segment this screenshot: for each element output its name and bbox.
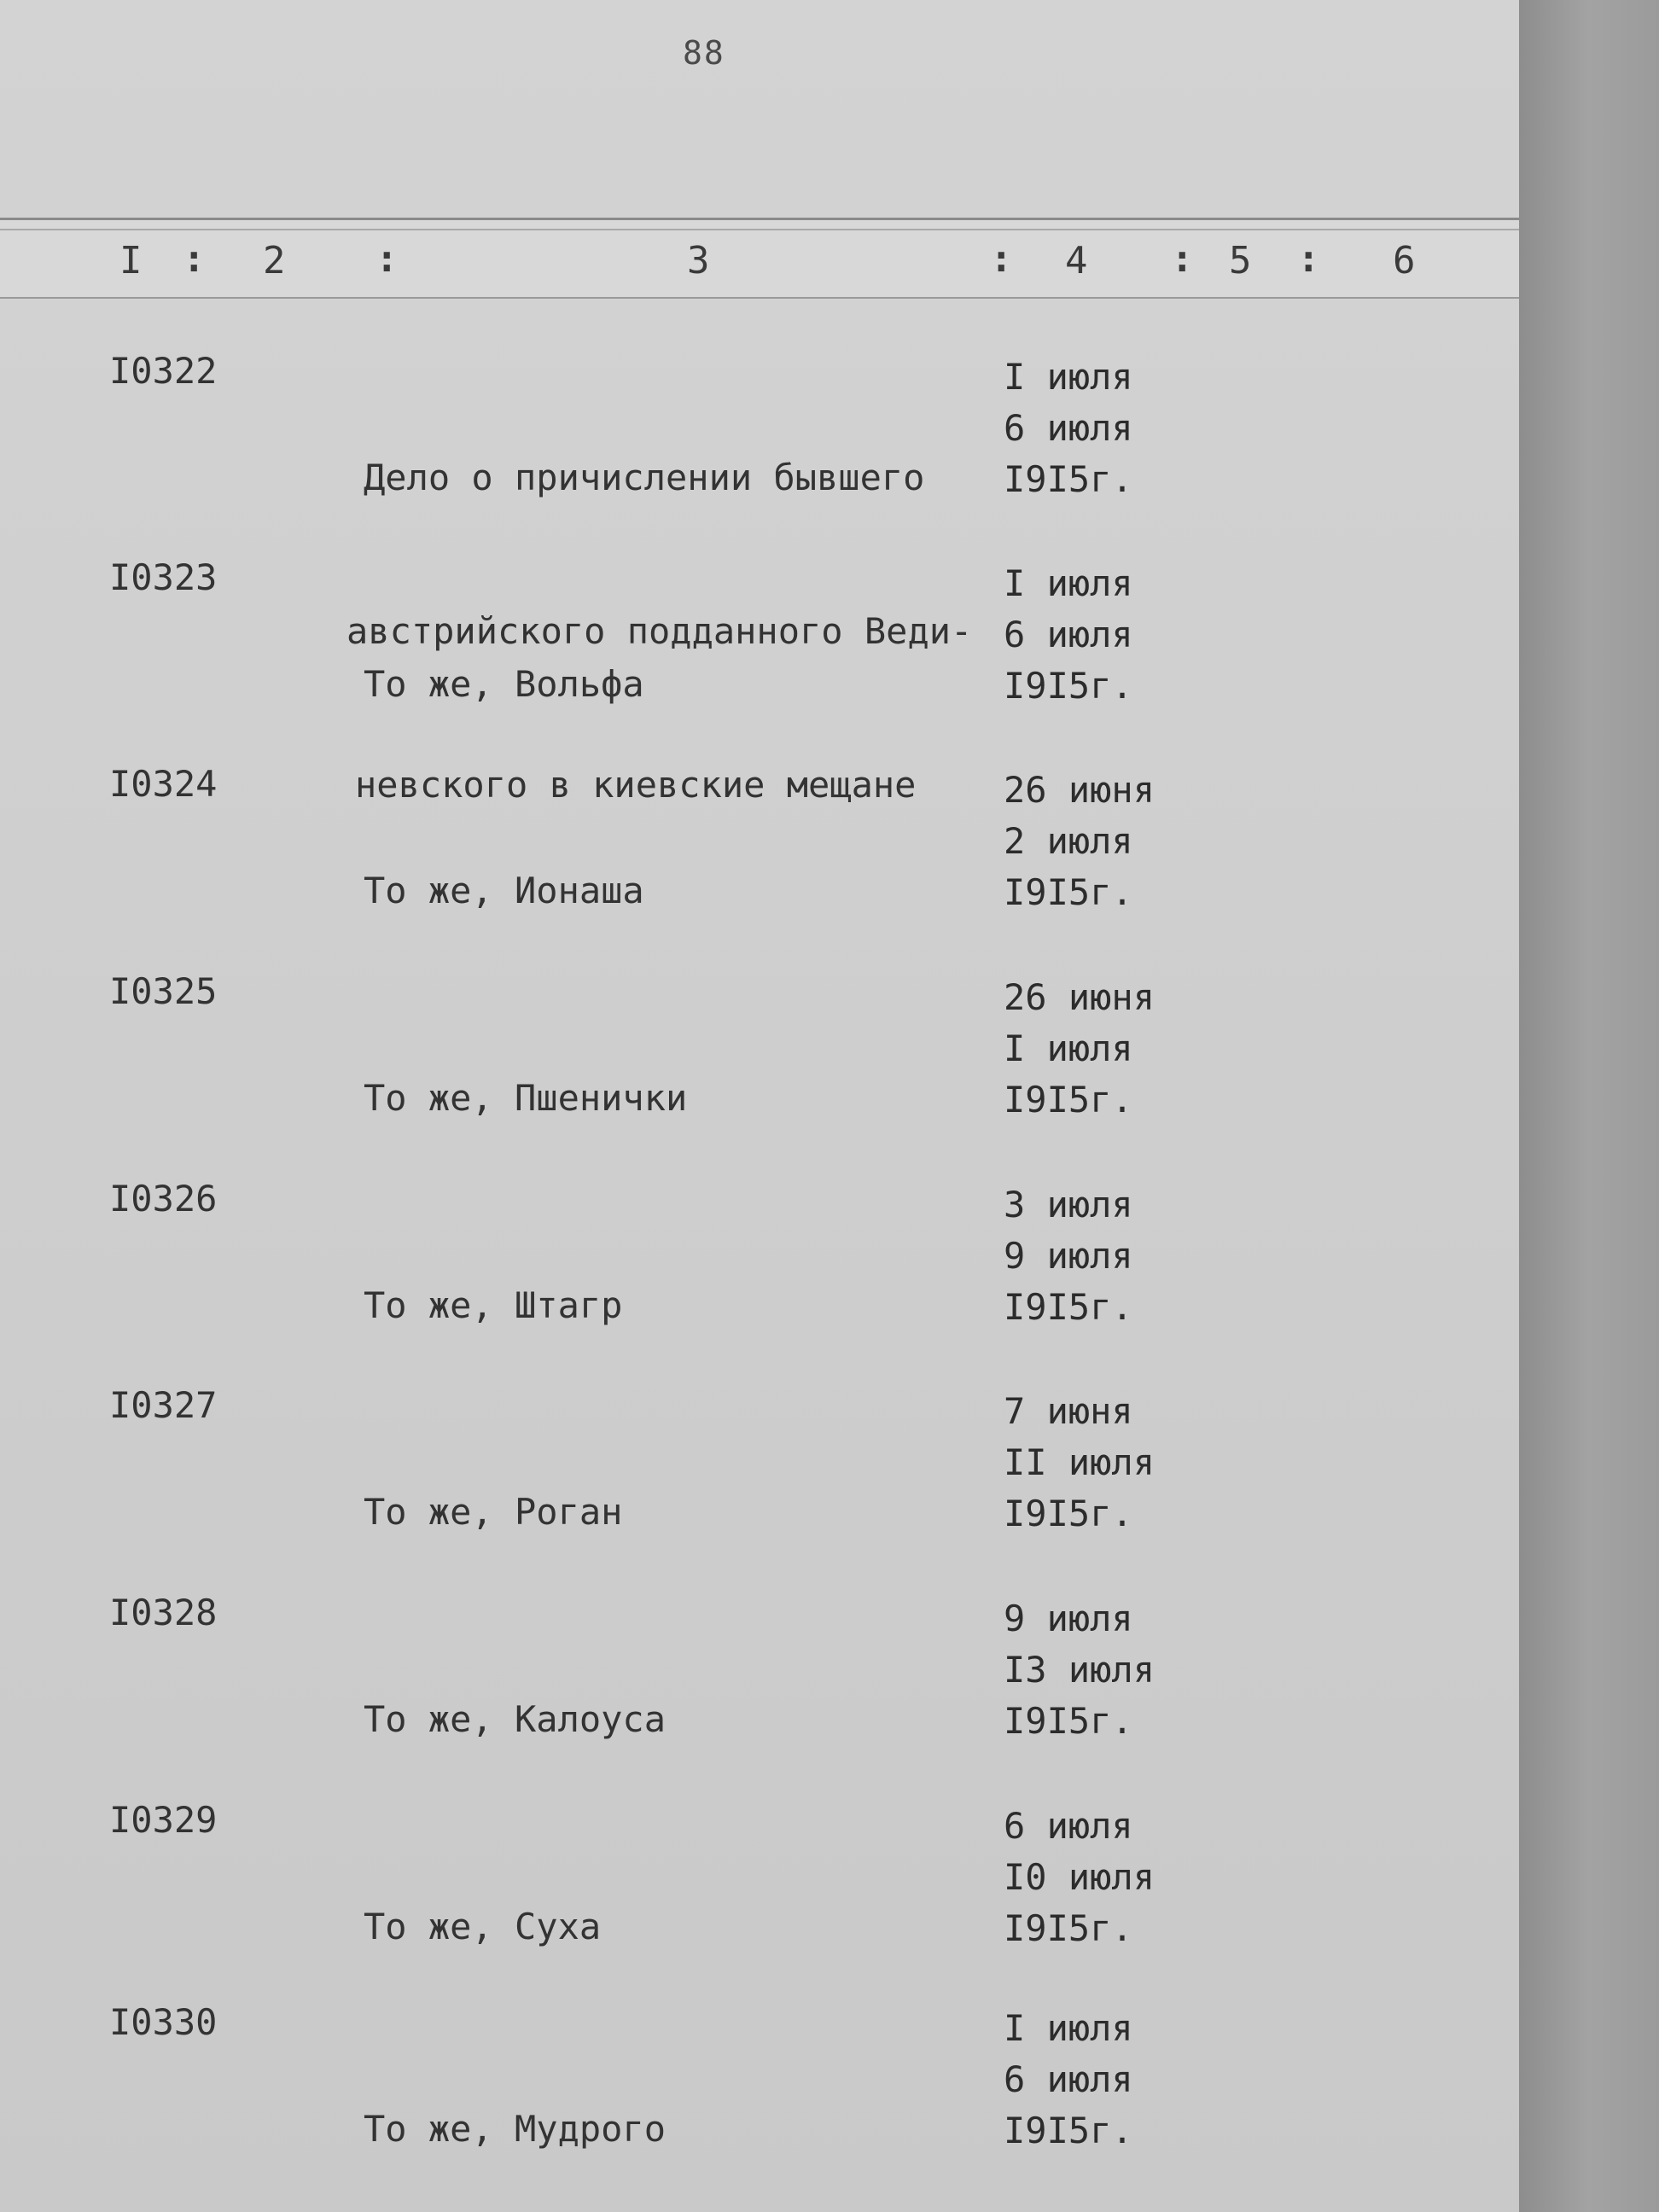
column-5-label: 5	[1229, 239, 1252, 282]
record-dates	[1004, 1801, 1155, 1954]
record-title-line: То же, Вольфа	[364, 663, 644, 705]
record-title-line: невского в киевские мещане	[355, 764, 917, 806]
column-separator: :	[375, 237, 399, 281]
record-date-end: I3 июля	[1004, 1649, 1155, 1691]
record-title-line: То же, Роган	[364, 1491, 623, 1533]
column-2-label: 2	[263, 239, 286, 282]
record-number: I0327	[109, 1384, 218, 1426]
record-year: I9I5г.	[1004, 458, 1133, 500]
record-year: I9I5г.	[1004, 1286, 1133, 1328]
page-number: 88	[683, 34, 725, 72]
record-year: I9I5г.	[1004, 1079, 1133, 1121]
record-number: I0326	[109, 1178, 218, 1220]
column-header-band	[0, 218, 1519, 299]
record-date-end: 2 июля	[1004, 820, 1133, 862]
record-row	[0, 1592, 1519, 1779]
record-date-start: I июля	[1004, 562, 1133, 604]
header-rule	[0, 229, 1519, 230]
column-separator: :	[1297, 237, 1320, 281]
record-title-line: То же, Ионаша	[364, 870, 644, 911]
record-row	[0, 763, 1519, 951]
record-number: I0323	[109, 556, 218, 598]
record-year: I9I5г.	[1004, 665, 1133, 707]
record-row	[0, 970, 1519, 1158]
column-separator: :	[990, 237, 1013, 281]
column-3-label: 3	[687, 239, 710, 282]
record-title-line: То же, Калоуса	[364, 1698, 667, 1740]
column-6-label: 6	[1393, 239, 1416, 282]
record-number: I0322	[109, 350, 218, 392]
record-date-start: I июля	[1004, 356, 1133, 398]
record-year: I9I5г.	[1004, 1700, 1133, 1742]
record-dates	[1004, 765, 1155, 918]
record-date-end: 6 июля	[1004, 614, 1133, 655]
record-number: I0329	[109, 1799, 218, 1841]
record-title-line: То же, Суха	[364, 1906, 602, 1947]
record-title	[364, 2001, 666, 2212]
record-date-end: I0 июля	[1004, 1856, 1155, 1898]
record-year: I9I5г.	[1004, 1493, 1133, 1534]
record-date-end: 9 июля	[1004, 1235, 1133, 1277]
record-title-line: То же, Пшенички	[364, 1077, 688, 1119]
record-dates	[1004, 2003, 1133, 2157]
record-year: I9I5г.	[1004, 871, 1133, 913]
record-date-start: 26 июня	[1004, 769, 1155, 811]
record-row	[0, 556, 1519, 744]
record-date-end: II июля	[1004, 1441, 1155, 1483]
record-date-start: 9 июля	[1004, 1598, 1133, 1639]
record-number: I0328	[109, 1592, 218, 1633]
record-date-end: 6 июля	[1004, 407, 1133, 449]
record-row	[0, 2001, 1519, 2189]
column-separator: :	[183, 237, 206, 281]
record-number: I0325	[109, 970, 218, 1012]
record-title-line: Дело о причислении бывшего	[364, 457, 925, 498]
record-row	[0, 1178, 1519, 1365]
record-row	[0, 1384, 1519, 1572]
record-title-line: То же, Штагр	[364, 1284, 623, 1326]
column-separator: :	[1171, 237, 1194, 281]
record-date-end: 6 июля	[1004, 2058, 1133, 2100]
record-date-start: 6 июля	[1004, 1805, 1133, 1847]
record-dates	[1004, 1593, 1155, 1747]
record-year: I9I5г.	[1004, 1907, 1133, 1949]
record-title-line: То же, Мудрого	[364, 2108, 667, 2150]
record-date-start: I июля	[1004, 2007, 1133, 2049]
record-dates	[1004, 972, 1155, 1126]
record-number: I0324	[109, 763, 218, 805]
column-1-label: I	[119, 239, 143, 282]
record-date-start: 3 июля	[1004, 1184, 1133, 1225]
record-dates	[1004, 352, 1133, 505]
record-row	[0, 1799, 1519, 1987]
page-edge-shadow	[1519, 0, 1659, 2212]
record-dates	[1004, 1386, 1155, 1540]
column-4-label: 4	[1065, 239, 1088, 282]
record-year: I9I5г.	[1004, 2110, 1133, 2151]
record-date-end: I июля	[1004, 1027, 1133, 1069]
record-dates	[1004, 558, 1133, 712]
record-date-start: 7 июня	[1004, 1390, 1133, 1432]
record-dates	[1004, 1179, 1133, 1333]
record-number: I0330	[109, 2001, 218, 2043]
record-date-start: 26 июня	[1004, 976, 1155, 1018]
record-title-line: австрийского подданного Веди-	[346, 610, 973, 652]
